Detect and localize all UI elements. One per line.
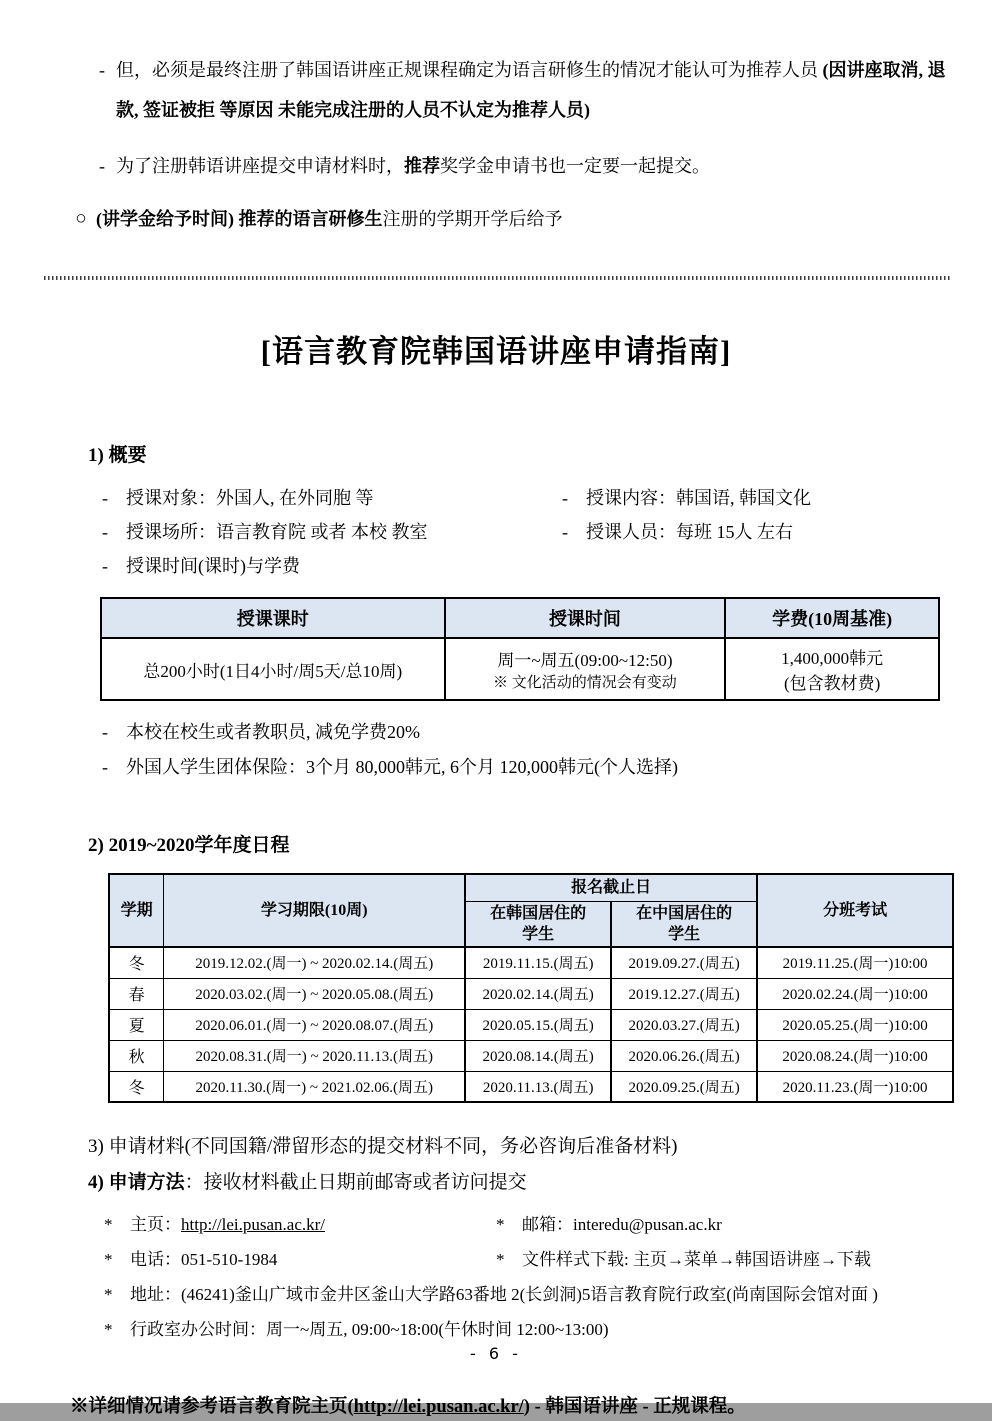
intro-bullet-2 (88, 146, 956, 186)
intro-bullet-2-bold: 推荐 (404, 156, 440, 176)
cell-period: 2020.06.01.(周一) ~ 2020.08.07.(周五) (164, 1009, 465, 1040)
star-marker: * (496, 1215, 505, 1234)
dash-marker: - (562, 522, 568, 542)
cell-deadline-korea: 2020.08.14.(周五) (465, 1040, 611, 1071)
overview-place-text: 授课场所：语言教育院 或者 本校 教室 (126, 522, 428, 542)
cell-period: 2020.03.02.(周一) ~ 2020.05.08.(周五) (164, 978, 465, 1009)
cell-term: 冬 (109, 1071, 164, 1102)
cell-period: 2020.11.30.(周一) ~ 2021.02.06.(周五) (164, 1071, 465, 1102)
header-deadline-china-line2: 学生 (668, 925, 701, 943)
intro-bullet-1-normal: 但，必须是最终注册了韩国语讲座正规课程确定为语言研修生的情况才能认可为推荐人员 (116, 60, 823, 80)
dotted-divider (44, 276, 952, 280)
schedule-section (0, 833, 992, 1103)
overview-row-2 (100, 515, 962, 549)
download-text: 文件样式下载: 主页→菜单→韩国语讲座→下载 (522, 1250, 871, 1269)
dash-marker: - (102, 556, 108, 576)
cell-deadline-china: 2020.09.25.(周五) (611, 1071, 757, 1102)
schedule-table (108, 873, 954, 1103)
address-text: 地址：(46241)釜山广域市金井区釜山大学路63番地 2(长剑洞)5语言教育院行政室(尚南国际会馆对面 ) (130, 1285, 878, 1304)
cell-term: 夏 (109, 1009, 164, 1040)
cell-deadline-korea: 2020.11.13.(周五) (465, 1071, 611, 1102)
cell-course-time (445, 638, 726, 700)
page-number: - 6 - (470, 1344, 522, 1363)
overview-section (0, 443, 992, 785)
phone-text: 电话：051-510-1984 (130, 1250, 278, 1269)
cell-placement-test: 2019.11.25.(周一)10:00 (757, 947, 953, 978)
cell-deadline-korea: 2020.05.15.(周五) (465, 1009, 611, 1040)
phone-item (104, 1242, 496, 1277)
star-marker: * (104, 1215, 113, 1234)
intro-bullet-1 (88, 50, 956, 130)
overview-heading: 1) 概要 (88, 445, 147, 466)
cell-placement-test: 2020.08.24.(周一)10:00 (757, 1040, 953, 1071)
intro-bullet-2-text (116, 146, 956, 186)
header-course-fee: 学费(10周基准) (725, 598, 939, 638)
contact-row-2 (104, 1242, 968, 1277)
contact-row-1 (104, 1207, 968, 1242)
overview-row-1 (100, 481, 962, 515)
header-term: 学期 (109, 874, 164, 947)
header-placement-test: 分班考试 (757, 874, 953, 947)
course-info-table (100, 597, 940, 701)
dash-marker: - (102, 722, 108, 742)
note-discount-text: 本校在校生或者教职员, 减免学费20% (126, 722, 420, 742)
note-discount (100, 715, 962, 750)
dash-marker: - (102, 488, 108, 508)
intro-bullet-1-bold: (因讲座取消, 退款, 签证被拒 等原因 未能完成注册的人员不认定为推荐人员) (116, 60, 946, 120)
note-insurance-text: 外国人学生团体保险：3个月 80,000韩元, 6个月 120,000韩元(个人选择) (126, 757, 678, 777)
header-course-hours: 授课课时 (101, 598, 445, 638)
cell-deadline-china: 2020.03.27.(周五) (611, 1009, 757, 1040)
course-info-header-row (101, 598, 939, 638)
cell-period: 2020.08.31.(周一) ~ 2020.11.13.(周五) (164, 1040, 465, 1071)
method-heading-bold: 4) 申请方法 (88, 1172, 185, 1193)
schedule-heading: 2) 2019~2020学年度日程 (88, 835, 290, 856)
course-time-main: 周一~周五(09:00~12:50) (497, 651, 673, 670)
course-fee-sub: (包含教材费) (783, 674, 881, 693)
star-marker: * (496, 1250, 505, 1269)
intro-bullet-2-pre: 为了注册韩语讲座提交申请材料时， (116, 156, 404, 176)
overview-list (100, 481, 962, 583)
homepage-item (104, 1207, 496, 1242)
email-text: 邮箱：interedu@pusan.ac.kr (522, 1215, 722, 1234)
footnote-link[interactable]: http://lei.pusan.ac.kr/ (353, 1397, 524, 1417)
dash-marker: - (562, 488, 568, 508)
overview-target (100, 481, 560, 515)
schedule-header-group-row (109, 874, 953, 901)
overview-target-text: 授课对象：外国人, 在外同胞 等 (126, 488, 374, 508)
schedule-row-summer-2020 (109, 1009, 953, 1040)
star-marker: * (104, 1285, 113, 1304)
cell-deadline-korea: 2020.02.14.(周五) (465, 978, 611, 1009)
cell-term: 秋 (109, 1040, 164, 1071)
cell-course-hours: 总200小时(1日4小时/周5天/总10周) (101, 638, 445, 700)
star-marker: * (104, 1320, 113, 1339)
course-time-note: ※ 文化活动的情况会有变动 (493, 675, 677, 691)
course-fee-main: 1,400,000韩元 (781, 649, 884, 668)
schedule-row-spring-2020 (109, 978, 953, 1009)
intro-circle-text (96, 202, 956, 236)
overview-class-size (560, 515, 793, 549)
cell-deadline-china: 2020.06.26.(周五) (611, 1040, 757, 1071)
cell-placement-test: 2020.02.24.(周一)10:00 (757, 978, 953, 1009)
circle-marker: ○ (75, 208, 87, 229)
star-marker: * (104, 1250, 113, 1269)
application-section (0, 1129, 992, 1347)
overview-place (100, 515, 560, 549)
footnote-post: ) - 韩国语讲座 - 正规课程。 (523, 1397, 746, 1417)
intro-circle-normal: 注册的学期开学后给予 (382, 209, 563, 229)
office-hours-cell (104, 1312, 609, 1347)
header-period: 学习期限(10周) (164, 874, 465, 947)
office-hours-item (104, 1312, 968, 1347)
note-insurance (100, 750, 962, 785)
dash-marker: - (102, 757, 108, 777)
overview-content-text: 授课内容：韩国语, 韩国文化 (586, 488, 811, 508)
homepage-link[interactable]: http://lei.pusan.ac.kr/ (181, 1215, 325, 1234)
page-title: [语言教育院韩国语讲座申请指南] (260, 334, 732, 369)
overview-content (560, 481, 811, 515)
contact-list (104, 1207, 968, 1347)
cell-term: 春 (109, 978, 164, 1009)
intro-section (0, 0, 992, 236)
header-deadline-korea-line2: 学生 (522, 925, 555, 943)
overview-class-size-text: 授课人员：每班 15人 左右 (586, 522, 793, 542)
method-heading-rest: ：接收材料截止日期前邮寄或者访问提交 (184, 1172, 527, 1193)
homepage-text (130, 1207, 325, 1242)
overview-time-fee-text: 授课时间(课时)与学费 (126, 556, 300, 576)
overview-row-3 (100, 549, 962, 583)
schedule-row-winter-2020 (109, 1071, 953, 1102)
office-hours-text: 行政室办公时间：周一~周五, 09:00~18:00(午休时间 12:00~13:00) (130, 1320, 609, 1339)
cell-placement-test: 2020.11.23.(周一)10:00 (757, 1071, 953, 1102)
schedule-row-winter-2019 (109, 947, 953, 978)
cell-deadline-korea: 2019.11.15.(周五) (465, 947, 611, 978)
address-cell (104, 1277, 878, 1312)
cell-deadline-china: 2019.09.27.(周五) (611, 947, 757, 978)
intro-circle-item (66, 202, 956, 236)
cell-period: 2019.12.02.(周一) ~ 2020.02.14.(周五) (164, 947, 465, 978)
intro-circle-bold: (讲学金给予时间) 推荐的语言研修生 (96, 209, 383, 229)
schedule-row-autumn-2020 (109, 1040, 953, 1071)
materials-heading: 3) 申请材料(不同国籍/滞留形态的提交材料不同，务必咨询后准备材料) (88, 1136, 678, 1157)
email-item (496, 1207, 722, 1242)
cell-placement-test: 2020.05.25.(周一)10:00 (757, 1009, 953, 1040)
header-deadline-korea-line1: 在韩国居住的 (490, 904, 587, 922)
dash-marker: - (99, 156, 105, 176)
header-deadline-china (611, 901, 757, 947)
header-deadline-china-line1: 在中国居住的 (636, 904, 733, 922)
intro-bullet-2-post: 奖学金申请书也一定要一起提交。 (440, 156, 710, 176)
cell-course-fee (725, 638, 939, 700)
header-deadline-korea (465, 901, 611, 947)
overview-time-fee (100, 549, 300, 583)
footnote-pre: ※详细情况请参考语言教育院主页( (70, 1397, 354, 1417)
course-info-data-row (101, 638, 939, 700)
header-deadline-group: 报名截止日 (465, 874, 757, 901)
homepage-label: 主页： (130, 1215, 181, 1234)
cell-deadline-china: 2019.12.27.(周五) (611, 978, 757, 1009)
download-item (496, 1242, 871, 1277)
cell-term: 冬 (109, 947, 164, 978)
address-item (104, 1277, 968, 1312)
footnote (70, 1393, 972, 1421)
intro-bullet-1-text (116, 50, 956, 130)
header-course-time: 授课时间 (445, 598, 726, 638)
overview-notes (100, 715, 962, 785)
dash-marker: - (99, 60, 105, 80)
dash-marker: - (102, 522, 108, 542)
method-heading (88, 1165, 992, 1201)
